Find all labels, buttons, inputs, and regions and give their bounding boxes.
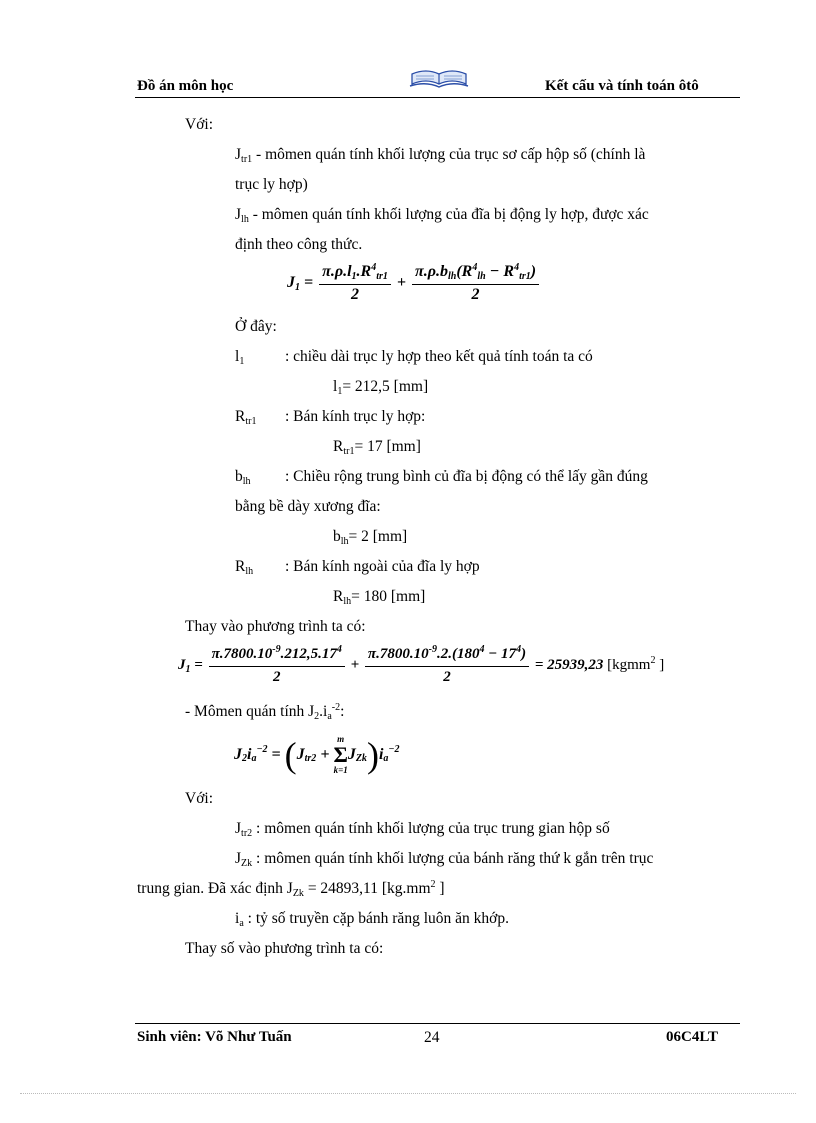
- rlh-sub: lh: [245, 566, 254, 577]
- jzk-desc2-sup: 2: [430, 879, 436, 890]
- jzk-desc2-end: ]: [435, 880, 445, 897]
- l1-val-sub: 1: [337, 386, 343, 397]
- o-day-label: Ở đây:: [235, 318, 277, 335]
- jzk-desc2-sub: Zk: [292, 888, 304, 899]
- rtr1-val-sub: tr1: [343, 446, 355, 457]
- open-book-icon: [408, 66, 470, 94]
- formula-j2: J 2 i a −2 = ( J tr2 + m Σ k=1 J Zk ) i a −2: [234, 734, 400, 775]
- rtr1-val-sym: R: [333, 438, 344, 455]
- jtr2-sub: tr2: [241, 828, 253, 839]
- jtr2-sym: J: [235, 820, 242, 837]
- blh-symbol: [235, 468, 251, 486]
- result-unit-end: ]: [655, 656, 665, 673]
- header-rule: [135, 97, 740, 98]
- momen-j2-sup: -2: [331, 702, 341, 713]
- jtr2-desc: : mômen quán tính khối lượng của trục trung gian hộp số: [252, 820, 610, 837]
- jzk-desc: : mômen quán tính khối lượng của bánh răng thứ k gắn trên trục: [252, 850, 654, 867]
- jtr2-line: [235, 820, 610, 838]
- rlh-description: : Bán kính ngoài của đĩa ly hợp: [285, 558, 480, 575]
- rtr1-symbol: [235, 408, 256, 426]
- momen-j2-sub2: a: [327, 711, 332, 722]
- jtr1-text: - mômen quán tính khối lượng của trục sơ cấp hộp số (chính là: [252, 146, 646, 163]
- rlh-val-sub: lh: [343, 596, 352, 607]
- rlh-value: = 180 [mm]: [351, 588, 426, 605]
- footer-right: 06C4LT: [666, 1029, 718, 1045]
- jzk-sym: J: [235, 850, 242, 867]
- footer-rule: [135, 1023, 740, 1024]
- momen-j2-sub: 2: [314, 711, 320, 722]
- momen-j2-mid: .i: [319, 703, 328, 720]
- l1-value-line: [333, 378, 428, 396]
- header-left: Đồ án môn học: [137, 78, 234, 94]
- formula-j1: J1 = $\frac{\pi.\rho.l1.R^4tr1}{2}$ + $\frac{\pi.\rho.blh(R^4lh - R^4tr1)}{2}$: [287, 262, 541, 305]
- l1-symbol: [235, 348, 244, 366]
- rlh-val-sym: R: [333, 588, 344, 605]
- jzk-line2: [137, 880, 445, 898]
- header-right: Kết cấu và tính toán ôtô: [545, 78, 699, 94]
- blh-sym: b: [235, 468, 243, 485]
- jzk-desc2-val: = 24893,11 [kg.mm: [303, 880, 431, 897]
- l1-value: = 212,5 [mm]: [342, 378, 429, 395]
- result-value: = 25939,23: [534, 656, 604, 673]
- l1-description: : chiều dài trục ly hợp theo kết quả tính toán ta có: [285, 348, 593, 365]
- jzk-sub: Zk: [241, 858, 253, 869]
- rlh-value-line: [333, 588, 425, 606]
- footer-left: Sinh viên: Võ Như Tuấn: [137, 1029, 292, 1045]
- ia-line: [235, 910, 509, 928]
- jtr1-line2: trục ly hợp): [235, 176, 308, 193]
- blh-value: = 2 [mm]: [348, 528, 408, 545]
- momen-j2-line: [185, 703, 344, 721]
- result-unit-sup: 2: [650, 654, 656, 666]
- jtr1-subscript: tr1: [241, 154, 253, 165]
- ia-sub: a: [239, 918, 244, 929]
- jzk-line: [235, 850, 653, 868]
- rtr1-description: : Bán kính trục ly hợp:: [285, 408, 426, 425]
- momen-j2-pre: - Mômen quán tính J: [185, 703, 315, 720]
- ia-desc: : tỷ số truyền cặp bánh răng luôn ăn khớp.: [243, 910, 509, 927]
- jtr1-line: [235, 146, 740, 164]
- thay-vao-label: Thay vào phương trình ta có:: [185, 618, 366, 635]
- formula-j1-numeric: $J_1$ = $\frac{\pi.7800.10^{-9}.212,5.17^4}{2}$ + $\frac{\pi.7800.10^{-9}.2.(180^4 - 17^4)}{2}$ = 25939,23 [kgmm$^2$ ]: [178, 644, 665, 685]
- l1-val-sym: l: [333, 378, 338, 395]
- rlh-sym: R: [235, 558, 246, 575]
- jtr1-symbol: J: [235, 146, 242, 163]
- page-number: 24: [424, 1029, 440, 1046]
- jlh-subscript: lh: [241, 214, 249, 225]
- blh-description-2: bằng bề dày xương đĩa:: [235, 498, 381, 515]
- voi-label-2: Với:: [185, 790, 214, 807]
- rtr1-value-line: [333, 438, 421, 456]
- blh-description: : Chiều rộng trung bình củ đĩa bị động có thể lấy gần đúng: [285, 468, 648, 485]
- jlh-line: [235, 206, 649, 224]
- jlh-symbol: J: [235, 206, 242, 223]
- thay-so-label: Thay số vào phương trình ta có:: [185, 940, 384, 957]
- jzk-desc2-pre: trung gian. Đã xác định J: [137, 880, 293, 897]
- blh-value-line: [333, 528, 407, 546]
- blh-val-sym: b: [333, 528, 341, 545]
- ia-sym: i: [235, 910, 240, 927]
- blh-sub: lh: [242, 476, 251, 487]
- l1-sym: l: [235, 348, 240, 365]
- rtr1-sub: tr1: [245, 416, 257, 427]
- voi-label-1: Với:: [185, 116, 214, 133]
- rlh-symbol: [235, 558, 253, 576]
- l1-sub: 1: [239, 356, 245, 367]
- result-unit: [kgmm: [607, 656, 651, 673]
- blh-val-sub: lh: [340, 536, 349, 547]
- rtr1-sym: R: [235, 408, 246, 425]
- rtr1-value: = 17 [mm]: [354, 438, 421, 455]
- momen-j2-end: :: [340, 703, 345, 720]
- jlh-line2: định theo công thức.: [235, 236, 363, 253]
- jlh-text: - mômen quán tính khối lượng của đĩa bị động ly hợp, được xác: [248, 206, 649, 223]
- page-bottom-divider: [20, 1093, 796, 1094]
